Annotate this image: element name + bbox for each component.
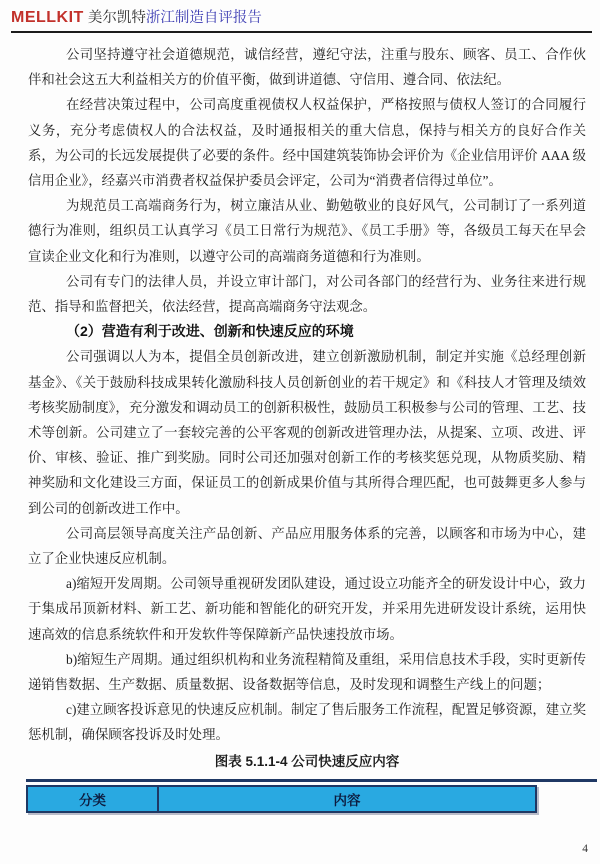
brand-logo-text: MELLKIT	[11, 9, 84, 26]
paragraph: 公司强调以人为本，提倡全员创新改进，建立创新激励机制，制定并实施《总经理创新基金》、《关于鼓励科技成果转化激励科技人员创新创业的若干规定》和《科技人才管理及绩效考核奖励制度》，充分激发和调动员工的创新积极性，鼓励员工积极参与公司的管理、工艺、技术等创新。公司建立了一套较完善的公平客观的创新改进管理办法，从提案、立项、改进、评价、审核、验证、推广到奖励。同时公司还加强对创新工作的考核奖惩兑现，从物质奖励、精神奖励和文化建设三方面，保证员工的创新成果价值与其所得合理匹配，也可鼓舞更多人参与到公司的创新改进工作中。	[28, 349, 586, 516]
paragraph: 公司坚持遵守社会道德规范，诚信经营，遵纪守法，注重与股东、顾客、员工、合作伙伴和社会这五大利益相关方的价值平衡，做到讲道德、守信用、遵合同、依法纪。	[28, 47, 586, 88]
page-header	[11, 6, 592, 33]
paragraph: b)缩短生产周期。通过组织机构和业务流程精简及重组，采用信息技术手段，实时更新传递销售数据、生产数据、质量数据、设备数据等信息，及时发现和调整生产线上的问题；	[28, 651, 586, 693]
paragraph: c)建立顾客投诉意见的快速反应机制。制定了售后服务工作流程，配置足够资源，建立奖惩机制，确保顾客投诉及时处理。	[28, 702, 586, 743]
document-body	[0, 33, 600, 774]
table-area	[26, 779, 600, 813]
paragraph: 在经营决策过程中，公司高度重视债权人权益保护，严格按照与债权人签订的合同履行义务，充分考虑债权人的合法权益，及时通报相关的重大信息，保持与相关方的良好合作关系，为公司的长远发展提供了必要的条件。经中国建筑装饰协会评价为《企业信用评价 AAA 级信用企业》，经嘉兴市消费者权益保护委员会评定，公司为“消费者信得过单位”。	[28, 97, 586, 189]
paragraph: 公司高层领导高度关注产品创新、产品应用服务体系的完善，以顾客和市场为中心，建立了企业快速反应机制。	[28, 525, 586, 567]
paragraph: a)缩短开发周期。公司领导重视研发团队建设，通过设立功能齐全的研发设计中心，致力于集成吊顶新材料、新工艺、新功能和智能化的研究开发，并采用先进研发设计系统，运用快速高效的信息系统软件和开发软件等保障新产品快速投放市场。	[28, 576, 586, 642]
header-title-dark: 美尔凯特	[87, 10, 146, 26]
header-title-blue: 浙江制造自评报告	[145, 10, 262, 26]
page-number: 4	[582, 843, 588, 855]
paragraph: 公司有专门的法律人员，并设立审计部门，对公司各部门的经营行为、业务往来进行规范、指导和监督把关，依法经营，提高高端商务守法观念。	[28, 273, 586, 315]
paragraph: 为规范员工高端商务行为，树立廉洁从业、勤勉敬业的良好风气，公司制订了一系列道德行为准则，组织员工认真学习《员工日常行为规范》、《员工手册》等，各级员工每天在早会宣读企业文化和行为准则，以遵守公司的高端商务道德和行为准则。	[28, 198, 586, 264]
table-caption: 图表 5.1.1-4 公司快速反应内容	[214, 753, 400, 769]
table-header-content: 内容	[158, 786, 536, 812]
table-top-rule	[26, 779, 597, 782]
table-header-category: 分类	[27, 786, 158, 812]
section-heading: （2）营造有利于改进、创新和快速反应的环境	[66, 323, 354, 340]
quick-response-table	[26, 785, 537, 813]
table-header-row	[27, 786, 536, 812]
